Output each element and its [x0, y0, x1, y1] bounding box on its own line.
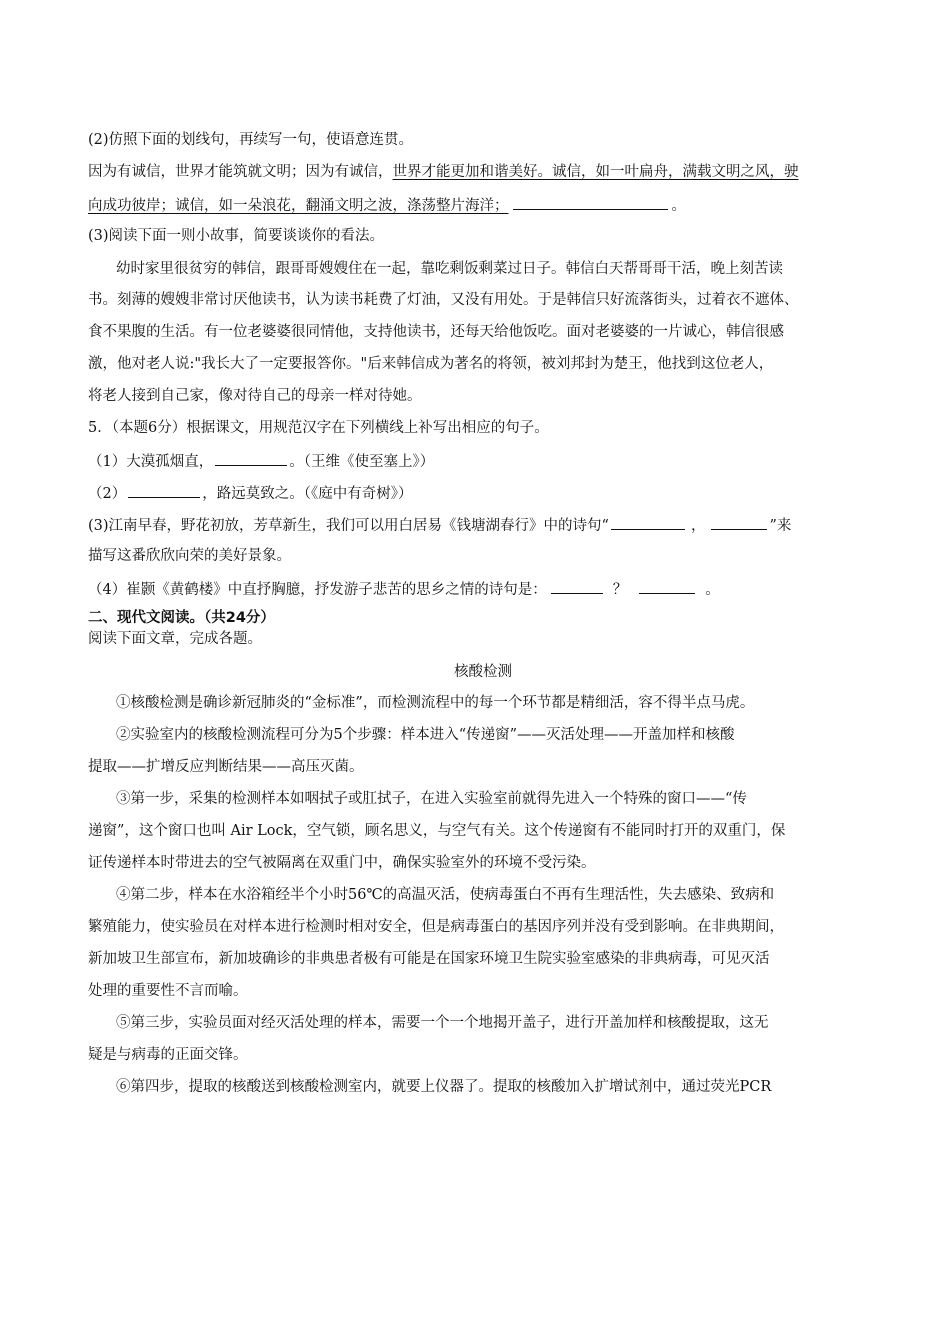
q3-story-line-4: 激，他对老人说:"我长大了一定要报答你。"后来韩信成为著名的将领，被刘邦封为楚王，他找到这位老人， [88, 356, 774, 372]
q5-item4-blank-2[interactable] [639, 578, 695, 594]
article-para-6-line-1: ⑥第四步，提取的核酸送到核酸检测室内，就要上仪器了。提取的核酸加入扩增试剂中，通过荧光PCR [116, 1079, 772, 1095]
article-para-1-line-1: ①核酸检测是确诊新冠肺炎的“金标准”，而检测流程中的每一个环节都是精细活，容不得半点马虎。 [116, 695, 755, 711]
article-para-5-line-1: ⑤第三步，实验员面对经灭活处理的样本，需要一个一个地揭开盖子，进行开盖加样和核酸提取，这无 [116, 1015, 769, 1031]
article-para-4-line-2: 繁殖能力，使实验员在对样本进行检测时相对安全，但是病毒蛋白的基因序列并没有受到影响。在非典期间， [88, 919, 784, 935]
q2-line2 [88, 194, 686, 216]
section-2-instruction: 阅读下面文章，完成各题。 [88, 631, 262, 647]
article-para-3-line-3: 证传递样本时带进去的空气被隔离在双重门中，确保实验室外的环境不受污染。 [88, 855, 596, 871]
q5-item3-text: (3)江南早春，野花初放，芳草新生，我们可以用白居易《钱塘湖春行》中的诗句“ [88, 518, 609, 534]
q3-story-line-1: 幼时家里很贫穷的韩信，跟哥哥嫂嫂住在一起，靠吃剩饭剩菜过日子。韩信白天帮哥哥干活，晚上刻苦读 [116, 261, 783, 277]
q2-line1 [88, 162, 799, 182]
article-title: 核酸检测 [454, 664, 512, 680]
q2-underlined-1: 世界才能更加和谐美好。诚信，如一叶扁舟，满载文明之风，驶 [392, 164, 799, 180]
q5-item1-text: （1）大漠孤烟直， [88, 454, 214, 470]
q2-line2-end: 。 [671, 198, 686, 214]
q2-line1-plain: 因为有诚信，世界才能筑就文明；因为有诚信， [88, 164, 393, 180]
q2-prompt: (2)仿照下面的划线句，再续写一句，使语意连贯。 [88, 132, 414, 148]
article-para-2-line-1: ②实验室内的核酸检测流程可分为5个步骤：样本进入“传递窗”——灭活处理——开盖加样和核酸 [116, 727, 735, 743]
q5-item2-text: ，路远莫致之。（《庭中有奇树》） [202, 486, 413, 502]
q5-item4-blank-1[interactable] [551, 578, 603, 594]
q5-item-1 [88, 450, 434, 472]
q5-item1-source: 。（王维《使至塞上》） [289, 454, 435, 470]
q5-item1-blank[interactable] [215, 450, 287, 466]
article-para-4-line-3: 新加坡卫生部宣布，新加坡确诊的非典患者极有可能是在国家环境卫生院实验室感染的非典病毒，可见灭活 [88, 951, 770, 967]
q5-item4-text: （4）崔颢《黄鹤楼》中直抒胸臆，抒发游子悲苦的思乡之情的诗句是： [88, 582, 547, 598]
q3-story-line-2: 书。刻薄的嫂嫂非常讨厌他读书，认为读书耗费了灯油，又没有用处。于是韩信只好流落街头，过着衣不遮体、 [88, 292, 799, 308]
article-para-4-line-4: 处理的重要性不言而喻。 [88, 983, 248, 999]
q5-item4-qmark: ？ [612, 582, 628, 598]
q5-item-2 [88, 482, 412, 504]
article-para-2-line-2: 提取——扩增反应判断结果——高压灭菌。 [88, 759, 364, 775]
q5-item3-cont: 描写这番欣欣向荣的美好景象。 [88, 548, 291, 564]
q5-item3-blank-1[interactable] [611, 514, 685, 530]
q5-item4-end: 。 [705, 582, 720, 598]
q2-underlined-2: 向成功彼岸；诚信，如一朵浪花，翻涌文明之波，涤荡整片海洋； [88, 198, 509, 214]
q2-answer-blank[interactable] [513, 194, 668, 210]
q5-item-3 [88, 514, 791, 536]
article-para-4-line-1: ④第二步，样本在水浴箱经半个小时56℃的高温灭活，使病毒蛋白不再有生理活性，失去感染、致病和 [116, 887, 775, 903]
article-para-5-line-2: 疑是与病毒的正面交锋。 [88, 1047, 248, 1063]
q5-item3-blank-2[interactable] [711, 514, 767, 530]
q3-story-line-5: 将老人接到自己家，像对待自己的母亲一样对待她。 [88, 388, 422, 404]
section-2-heading: 二、现代文阅读。（共24分） [88, 610, 275, 626]
q5-title: 5．（本题6分）根据课文，用规范汉字在下列横线上补写出相应的句子。 [88, 420, 549, 436]
article-para-3-line-1: ③第一步，采集的检测样本如咽拭子或肛拭子，在进入实验室前就得先进入一个特殊的窗口——“传 [116, 791, 747, 807]
q5-item-4 [88, 578, 720, 600]
q5-item2-blank[interactable] [128, 482, 200, 498]
q5-item2-label: （2） [88, 486, 127, 502]
q3-story-line-3: 食不果腹的生活。有一位老婆婆很同情他，支持他读书，还每天给他饭吃。面对老婆婆的一片诚心，韩信很感 [88, 324, 784, 340]
article-para-3-line-2: 递窗”，这个窗口也叫 Air Lock，空气锁，顾名思义，与空气有关。这个传递窗有不能同时打开的双重门，保 [88, 823, 786, 839]
q5-item3-end: ”来 [769, 518, 792, 534]
q5-item3-comma: ， [690, 518, 706, 534]
q3-prompt: (3)阅读下面一则小故事，简要谈谈你的看法。 [88, 228, 385, 244]
